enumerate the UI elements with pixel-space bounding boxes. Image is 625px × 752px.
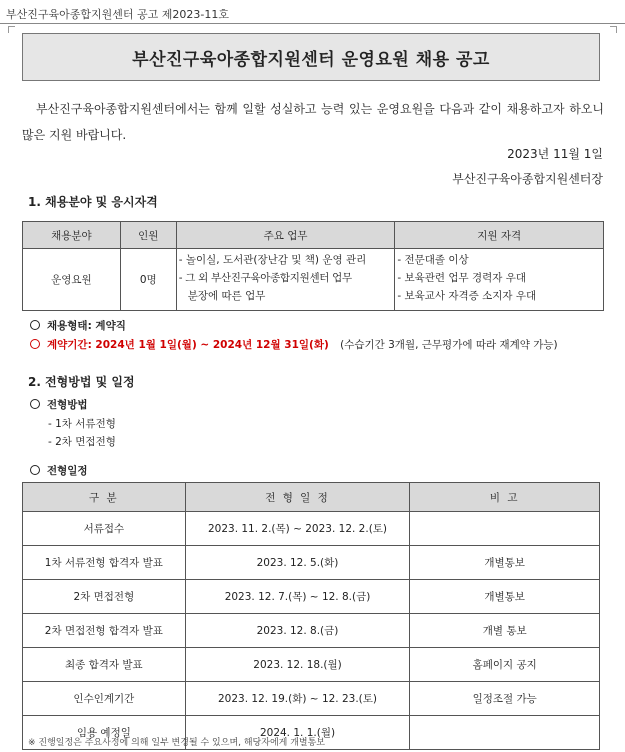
intro-paragraph: 부산진구육아종합지원센터에서는 함께 일할 성실하고 능력 있는 운영요원을 다음과 같이 채용하고자 하오니 많은 지원 바랍니다. [22, 102, 604, 142]
schedule-cell: 2023. 12. 19.(화) ~ 12. 23.(토) [185, 682, 410, 716]
schedule-label: 전형일정 [30, 463, 88, 478]
document-reference: 부산진구육아종합지원센터 공고 제2023-11호 [6, 8, 229, 21]
announcement-date: 2023년 11월 1일 [507, 147, 603, 161]
table-row [23, 580, 600, 614]
circle-bullet-icon [30, 320, 40, 330]
duty-line: 분장에 따른 업무 [187, 290, 266, 302]
page-title: 부산진구육아종합지원센터 운영요원 채용 공고 [22, 33, 600, 81]
section-2-heading: 2. 전형방법 및 일정 [28, 375, 135, 389]
schedule-table [22, 482, 600, 750]
schedule-cell: 2023. 12. 18.(월) [185, 648, 410, 682]
header-count: 인원 [120, 222, 176, 249]
schedule-cell: 2023. 12. 5.(화) [185, 546, 410, 580]
header-schedule: 전 형 일 정 [185, 483, 410, 512]
header-divider [0, 23, 625, 24]
employment-type: 채용형태: 계약직 [30, 318, 126, 333]
method-item: - 1차 서류전형 [48, 418, 116, 430]
remarks-cell: 개별통보 [410, 546, 600, 580]
header-remarks: 비 고 [410, 483, 600, 512]
schedule-footnote: ※ 진행일정은 주요사정에 의해 일부 변경될 수 있으며, 해당자에게 개별통보 [28, 738, 325, 748]
remarks-cell: 개별통보 [410, 580, 600, 614]
corner-mark-right [610, 26, 617, 33]
duty-line: - 그 외 부산진구육아종합지원센터 업무 [178, 272, 352, 284]
qualification-line: - 보육관련 업무 경력자 우대 [397, 272, 527, 284]
remarks-cell [410, 716, 600, 750]
duties-cell [176, 249, 395, 311]
table-row [23, 682, 600, 716]
category-cell: 2차 면접전형 [23, 580, 186, 614]
header-field: 채용분야 [23, 222, 121, 249]
contract-period [30, 337, 558, 352]
section-1-heading: 1. 채용분야 및 응시자격 [28, 195, 158, 209]
field-cell: 운영요원 [23, 249, 121, 311]
signer: 부산진구육아종합지원센터장 [452, 172, 603, 186]
remarks-cell: 일정조절 가능 [410, 682, 600, 716]
contract-period-label: 계약기간: 2024년 1월 1일(월) ~ 2024년 12월 31일(화) [47, 339, 329, 351]
duty-line: - 놀이실, 도서관(장난감 및 책) 운영 관리 [178, 254, 367, 266]
category-cell: 최종 합격자 발표 [23, 648, 186, 682]
category-cell: 1차 서류전형 합격자 발표 [23, 546, 186, 580]
qualification-line: - 보육교사 자격증 소지자 우대 [397, 290, 537, 302]
method-label: 전형방법 [30, 397, 88, 412]
schedule-header-row [23, 483, 600, 512]
header-category: 구 분 [23, 483, 186, 512]
category-cell: 인수인계기간 [23, 682, 186, 716]
circle-bullet-icon [30, 399, 40, 409]
contract-note: (수습기간 3개월, 근무평가에 따라 재계약 가능) [340, 339, 558, 351]
category-cell: 서류접수 [23, 512, 186, 546]
category-cell: 2차 면접전형 합격자 발표 [23, 614, 186, 648]
table-row [23, 512, 600, 546]
remarks-cell: 홈페이지 공지 [410, 648, 600, 682]
table-row [23, 546, 600, 580]
count-cell: 0명 [120, 249, 176, 311]
category-cell: 임용 예정일 [23, 716, 186, 750]
schedule-cell: 2023. 12. 7.(목) ~ 12. 8.(금) [185, 580, 410, 614]
schedule-cell: 2023. 11. 2.(목) ~ 2023. 12. 2.(토) [185, 512, 410, 546]
schedule-cell: 2024. 1. 1.(월) [185, 716, 410, 750]
schedule-cell: 2023. 12. 8.(금) [185, 614, 410, 648]
recruitment-table [22, 221, 604, 311]
remarks-cell: 개별 통보 [410, 614, 600, 648]
table-row [23, 648, 600, 682]
table-row [23, 614, 600, 648]
table-header-row [23, 222, 604, 249]
qualifications-cell [395, 249, 604, 311]
table-row [23, 249, 604, 311]
corner-mark-left [8, 26, 15, 33]
qualification-line: - 전문대졸 이상 [397, 254, 469, 266]
remarks-cell [410, 512, 600, 546]
method-item: - 2차 면접전형 [48, 436, 116, 448]
circle-bullet-icon [30, 339, 40, 349]
circle-bullet-icon [30, 465, 40, 475]
header-duties: 주요 업무 [176, 222, 395, 249]
header-qualifications: 지원 자격 [395, 222, 604, 249]
